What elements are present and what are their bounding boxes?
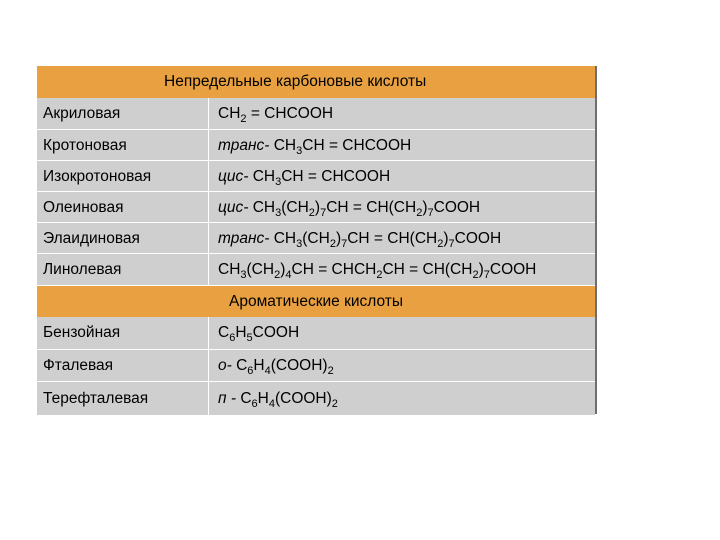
formula-subscript: 7 bbox=[320, 206, 327, 219]
table-row bbox=[37, 191, 595, 223]
formula-subscript: 7 bbox=[427, 206, 434, 219]
formula-subscript: 6 bbox=[229, 332, 236, 344]
acid-formula bbox=[209, 254, 595, 286]
formula-subscript: 2 bbox=[308, 206, 315, 219]
acids-table bbox=[37, 66, 597, 414]
formula-text: п - $C_6H_4(COOH)_2$ bbox=[218, 389, 338, 410]
acid-formula bbox=[209, 161, 595, 192]
formula-subscript: 7 bbox=[341, 237, 348, 250]
acid-name: Акриловая bbox=[37, 98, 209, 129]
formula-text: цис- $CH_3CH$ = CHCOOH bbox=[218, 167, 391, 188]
acid-formula bbox=[209, 192, 595, 223]
isomer-prefix: о- bbox=[218, 357, 237, 374]
acid-name: Линолевая bbox=[37, 254, 209, 286]
formula-subscript: 4 bbox=[285, 269, 292, 281]
formula-subscript: 2 bbox=[331, 397, 338, 410]
isomer-prefix: п - bbox=[218, 389, 241, 407]
table-row bbox=[37, 160, 595, 192]
formula-subscript: 4 bbox=[268, 397, 275, 410]
header-aromatic bbox=[37, 285, 595, 318]
acid-formula bbox=[209, 350, 595, 382]
formula-subscript: 3 bbox=[275, 175, 282, 188]
formula-subscript: 6 bbox=[251, 397, 258, 410]
formula-text: $C_6H_5COOH$ bbox=[218, 324, 300, 344]
formula-subscript: 2 bbox=[376, 269, 383, 281]
formula-subscript: 7 bbox=[448, 237, 455, 250]
formula-subscript: 2 bbox=[327, 365, 334, 377]
formula-text: о- $C_6H_4(COOH)_2$ bbox=[218, 357, 334, 377]
acid-formula bbox=[209, 317, 595, 349]
formula-subscript: 5 bbox=[246, 332, 253, 344]
acid-formula bbox=[209, 382, 595, 415]
formula-text: транс- $CH_3CH$ = CHCOOH bbox=[218, 136, 412, 157]
acid-name: Фталевая bbox=[37, 350, 209, 382]
acid-name: Бензойная bbox=[37, 317, 209, 349]
formula-text: $CH_3(CH_2)_4CH$ = $CHCH_2CH$ = $CH(CH_2)_7COOH$ bbox=[218, 261, 537, 281]
table-row bbox=[37, 349, 595, 382]
formula-subscript: 4 bbox=[264, 365, 271, 377]
acid-name: Кротоновая bbox=[37, 130, 209, 161]
acid-formula bbox=[209, 223, 595, 254]
acid-name: Олеиновая bbox=[37, 192, 209, 223]
formula-subscript: 2 bbox=[329, 237, 336, 250]
formula-text: цис- $CH_3(CH_2)_7CH$ = $CH(CH_2)_7COOH$ bbox=[218, 198, 481, 219]
table-row bbox=[37, 222, 595, 254]
formula-subscript: 3 bbox=[296, 144, 303, 157]
acid-formula bbox=[209, 98, 595, 129]
formula-subscript: 2 bbox=[472, 269, 479, 281]
acid-name: Терефталевая bbox=[37, 382, 209, 415]
table-row bbox=[37, 98, 595, 129]
formula-subscript: 3 bbox=[240, 269, 247, 281]
isomer-prefix: транс- bbox=[218, 136, 274, 154]
formula-subscript: 2 bbox=[240, 112, 247, 125]
formula-text: $CH_2$ = CHCOOH bbox=[218, 104, 334, 125]
header-unsaturated bbox=[37, 66, 595, 98]
table-row bbox=[37, 317, 595, 349]
header-aromatic-label: Ароматические кислоты bbox=[228, 293, 403, 310]
formula-subscript: 3 bbox=[296, 237, 303, 250]
header-unsaturated-label: Непредельные карбоновые кислоты bbox=[164, 73, 427, 90]
isomer-prefix: цис- bbox=[218, 167, 253, 185]
isomer-prefix: цис- bbox=[218, 198, 253, 216]
table-row bbox=[37, 381, 595, 415]
isomer-prefix: транс- bbox=[218, 229, 274, 247]
acid-formula bbox=[209, 130, 595, 161]
formula-subscript: 2 bbox=[416, 206, 423, 219]
formula-subscript: 2 bbox=[274, 269, 281, 281]
table-row bbox=[37, 129, 595, 161]
table-row bbox=[37, 253, 595, 286]
formula-subscript: 3 bbox=[275, 206, 282, 219]
acid-name: Элаидиновая bbox=[37, 223, 209, 254]
formula-subscript: 7 bbox=[483, 269, 490, 281]
formula-text: транс- $CH_3(CH_2)_7CH$ = $CH(CH_2)_7COOH$ bbox=[218, 229, 502, 250]
formula-subscript: 2 bbox=[437, 237, 444, 250]
acid-name: Изокротоновая bbox=[37, 161, 209, 192]
formula-subscript: 6 bbox=[247, 365, 254, 377]
